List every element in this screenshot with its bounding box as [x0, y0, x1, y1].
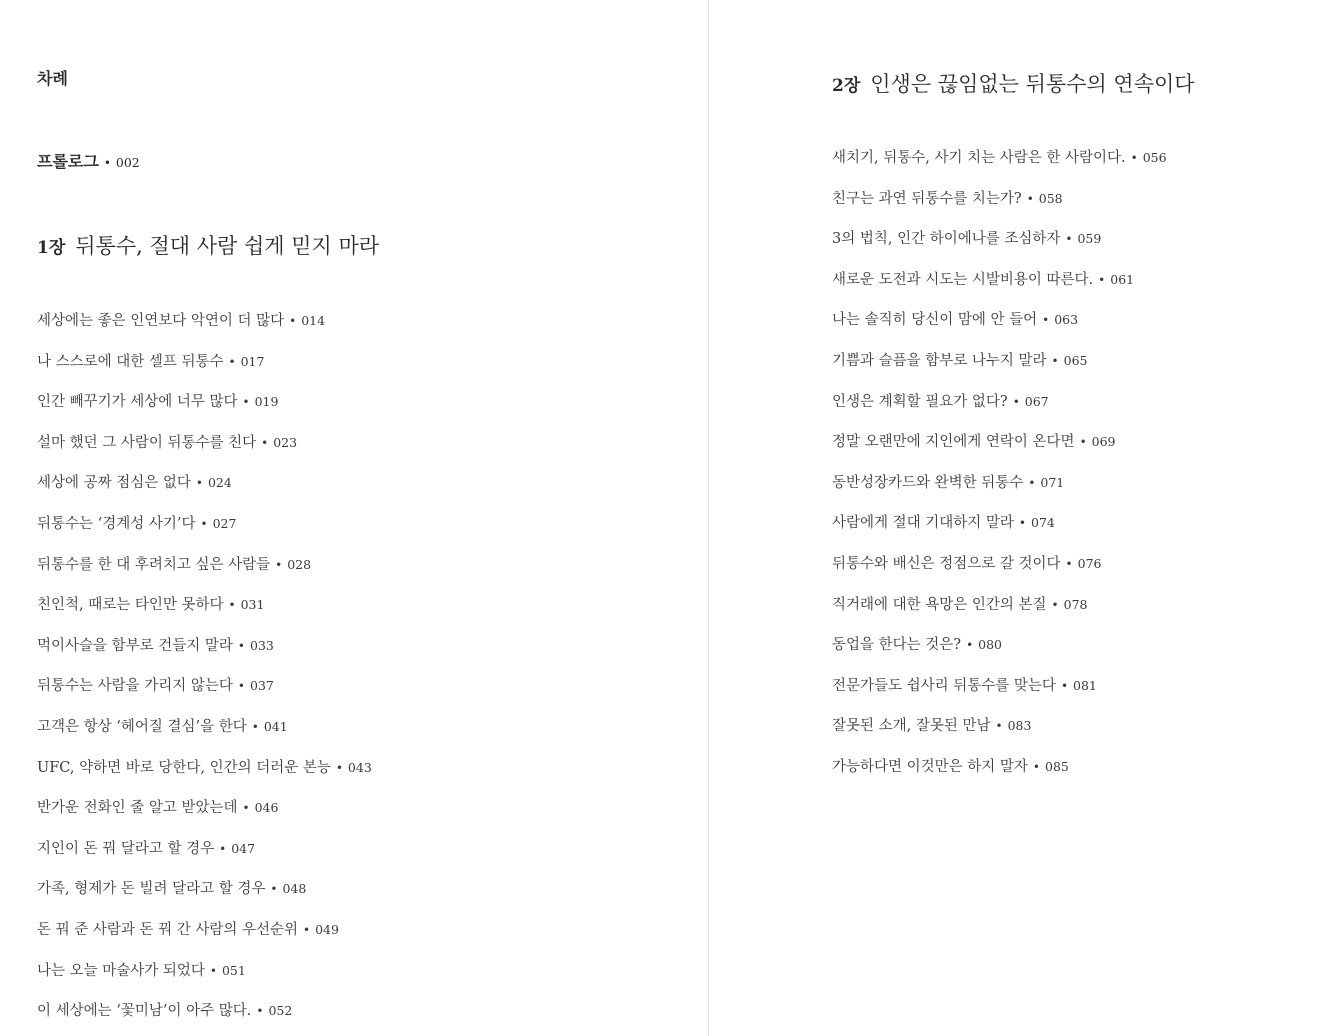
- separator-dot: •: [237, 638, 245, 653]
- toc-entry[interactable]: [832, 219, 1167, 260]
- separator-dot: •: [995, 719, 1003, 734]
- toc-entry-page-number: 014: [301, 313, 326, 328]
- toc-entry-title: 가능하다면 이것만은 하지 말자: [832, 758, 1028, 775]
- toc-entry-title: 새치기, 뒤통수, 사기 치는 사람은 한 사람이다.: [832, 150, 1126, 166]
- toc-heading: 차례: [37, 69, 68, 88]
- separator-dot: •: [1051, 353, 1059, 368]
- prologue-entry[interactable]: [37, 149, 140, 172]
- separator-dot: •: [1098, 272, 1106, 287]
- toc-entry-page-number: 041: [263, 718, 288, 734]
- toc-entry-page-number: 019: [254, 394, 279, 410]
- separator-dot: •: [1051, 597, 1059, 612]
- toc-entry-page-number: 071: [1040, 474, 1065, 490]
- toc-entry-page-number: 048: [282, 881, 307, 897]
- separator-dot: •: [1018, 516, 1026, 531]
- toc-entry[interactable]: [37, 342, 372, 383]
- toc-entry-title: 먹이사슬을 함부로 건들지 말라: [37, 637, 233, 654]
- separator-dot: •: [1065, 556, 1073, 571]
- toc-entry[interactable]: [37, 301, 372, 342]
- toc-entry-title: 반가운 전화인 줄 알고 받았는데: [37, 800, 238, 817]
- toc-entry[interactable]: [832, 341, 1167, 382]
- toc-entry-title: 고객은 항상 ‘헤어질 결심’을 한다: [37, 718, 247, 735]
- toc-entry[interactable]: [37, 829, 372, 870]
- prologue-page-number: 002: [115, 155, 140, 170]
- toc-entry-page-number: 058: [1038, 190, 1063, 206]
- separator-dot: •: [302, 922, 311, 937]
- toc-entry-title: 뒤통수는 ‘경계성 사기’다: [37, 515, 196, 532]
- toc-entry-title: 뒤통수를 한 대 후려치고 싶은 사람들: [37, 556, 271, 573]
- toc-entry-page-number: 052: [268, 1003, 293, 1019]
- separator-dot: •: [256, 1004, 264, 1019]
- chapter-1-entry-list: [37, 301, 372, 1032]
- toc-entry-page-number: 046: [254, 800, 279, 816]
- toc-entry-page-number: 027: [212, 515, 237, 531]
- chapter-2-entry-list: [832, 138, 1167, 788]
- separator-dot: •: [242, 801, 250, 816]
- toc-entry-title: 잘못된 소개, 잘못된 만남: [832, 718, 991, 735]
- toc-entry[interactable]: [832, 382, 1167, 423]
- toc-entry-page-number: 078: [1063, 596, 1088, 612]
- toc-entry-page-number: 063: [1054, 312, 1079, 328]
- toc-entry-page-number: 074: [1031, 515, 1055, 531]
- toc-entry[interactable]: [832, 138, 1167, 179]
- toc-entry-page-number: 033: [250, 637, 274, 653]
- toc-entry-title: 직거래에 대한 욕망은 인간의 본질: [832, 596, 1047, 613]
- toc-entry[interactable]: [832, 544, 1167, 585]
- toc-entry-page-number: 065: [1063, 352, 1088, 368]
- toc-entry[interactable]: [832, 706, 1167, 747]
- separator-dot: •: [1065, 232, 1073, 247]
- toc-entry-title: 친구는 과연 뒤통수를 치는가?: [832, 190, 1022, 207]
- toc-entry-page-number: 083: [1007, 718, 1032, 734]
- separator-dot: •: [1028, 475, 1036, 490]
- toc-entry[interactable]: [37, 585, 372, 626]
- toc-entry-title: 기쁨과 슬픔을 함부로 나누지 말라: [832, 352, 1047, 369]
- toc-entry-title: 새로운 도전과 시도는 시발비용이 따른다.: [832, 271, 1094, 288]
- toc-entry-page-number: 059: [1077, 231, 1102, 247]
- toc-entry-page-number: 076: [1077, 555, 1102, 571]
- separator-dot: •: [195, 476, 203, 491]
- toc-entry-page-number: 028: [287, 556, 312, 572]
- separator-dot: •: [270, 882, 278, 897]
- prologue-label: 프롤로그: [37, 152, 99, 171]
- chapter-1-number: 1장: [37, 238, 66, 258]
- separator-dot: •: [219, 841, 227, 856]
- separator-dot: •: [103, 156, 111, 170]
- separator-dot: •: [335, 760, 343, 775]
- toc-entry-title: 정말 오랜만에 지인에게 연락이 온다면: [832, 434, 1075, 451]
- toc-entry-title: 사람에게 절대 기대하지 말라: [832, 515, 1014, 532]
- toc-entry[interactable]: [832, 260, 1167, 301]
- toc-entry-page-number: 037: [250, 678, 274, 694]
- separator-dot: •: [251, 719, 259, 734]
- chapter-1-title-text: 뒤통수, 절대 사람 쉽게 믿지 마라: [75, 234, 380, 258]
- toc-entry-page-number: 067: [1024, 393, 1049, 409]
- toc-entry[interactable]: [37, 504, 372, 545]
- toc-entry-title: 3의 법칙, 인간 하이에나를 조심하자: [832, 231, 1061, 248]
- separator-dot: •: [275, 557, 283, 572]
- toc-entry[interactable]: [37, 748, 372, 789]
- toc-entry-title: 이 세상에는 ‘꽃미남’이 아주 많다.: [37, 1003, 252, 1020]
- toc-entry[interactable]: [832, 179, 1167, 220]
- toc-entry-title: 지인이 돈 꿔 달라고 할 경우: [37, 840, 215, 857]
- separator-dot: •: [209, 963, 217, 978]
- toc-entry[interactable]: [37, 463, 372, 504]
- toc-entry[interactable]: [37, 423, 372, 464]
- separator-dot: •: [228, 354, 236, 369]
- toc-entry-title: 동반성장카드와 완벽한 뒤통수: [832, 474, 1024, 491]
- toc-entry[interactable]: [37, 869, 372, 910]
- toc-entry-page-number: 024: [207, 475, 232, 491]
- separator-dot: •: [289, 314, 297, 328]
- toc-entry[interactable]: [37, 991, 372, 1032]
- toc-entry-title: UFC, 약하면 바로 당한다, 인간의 더러운 본능: [37, 759, 331, 776]
- toc-entry[interactable]: [37, 788, 372, 829]
- separator-dot: •: [1012, 394, 1020, 409]
- toc-entry-title: 돈 꿔 준 사람과 돈 꿔 간 사람의 우선순위: [37, 921, 298, 938]
- toc-entry-page-number: 069: [1091, 434, 1116, 450]
- toc-entry-page-number: 051: [221, 962, 246, 978]
- toc-entry[interactable]: [37, 707, 372, 748]
- toc-entry-title: 전문가들도 쉽사리 뒤통수를 맞는다: [832, 677, 1056, 694]
- toc-entry-page-number: 085: [1045, 758, 1069, 774]
- toc-entry-title: 뒤통수는 사람을 가리지 않는다: [37, 678, 233, 695]
- chapter-2-title[interactable]: [832, 68, 1195, 98]
- toc-entry[interactable]: [832, 503, 1167, 544]
- toc-entry-title: 나 스스로에 대한 셀프 뒤통수: [37, 353, 224, 370]
- chapter-2-title-text: 인생은 끊임없는 뒤통수의 연속이다: [870, 72, 1195, 96]
- toc-entry[interactable]: [37, 382, 372, 423]
- separator-dot: •: [1026, 191, 1034, 206]
- separator-dot: •: [966, 638, 974, 653]
- toc-entry-page-number: 023: [273, 434, 298, 450]
- toc-entry[interactable]: [832, 422, 1167, 463]
- toc-entry-title: 세상에는 좋은 인연보다 악연이 더 많다: [37, 313, 285, 329]
- toc-entry-title: 설마 했던 그 사람이 뒤통수를 친다: [37, 434, 257, 451]
- toc-entry-title: 나는 오늘 마술사가 되었다: [37, 962, 205, 979]
- toc-entry-page-number: 047: [231, 840, 256, 856]
- toc-entry-page-number: 061: [1110, 271, 1135, 287]
- toc-entry[interactable]: [37, 545, 372, 586]
- toc-entry-page-number: 080: [978, 637, 1002, 653]
- toc-entry-page-number: 081: [1073, 677, 1097, 693]
- toc-entry-title: 인생은 계획할 필요가 없다?: [832, 393, 1008, 410]
- separator-dot: •: [237, 679, 245, 694]
- chapter-2-number: 2장: [832, 76, 861, 96]
- toc-entry[interactable]: [832, 666, 1167, 707]
- toc-entry-title: 가족, 형제가 돈 빌려 달라고 할 경우: [37, 881, 266, 898]
- toc-entry-title: 친인척, 때로는 타인만 못하다: [37, 597, 224, 614]
- toc-entry[interactable]: [832, 585, 1167, 626]
- toc-entry-title: 나는 솔직히 당신이 맘에 안 들어: [832, 312, 1038, 329]
- toc-entry-title: 동업을 한다는 것은?: [832, 637, 962, 654]
- separator-dot: •: [1079, 435, 1087, 450]
- toc-entry[interactable]: [37, 666, 372, 707]
- separator-dot: •: [1130, 151, 1138, 165]
- toc-entry[interactable]: [832, 625, 1167, 666]
- toc-entry-page-number: 056: [1142, 150, 1167, 165]
- separator-dot: •: [1042, 313, 1050, 328]
- toc-entry-page-number: 031: [240, 597, 265, 613]
- separator-dot: •: [1032, 759, 1040, 774]
- chapter-1-title[interactable]: [37, 230, 379, 260]
- separator-dot: •: [200, 516, 208, 531]
- separator-dot: •: [228, 598, 236, 613]
- separator-dot: •: [1060, 678, 1069, 693]
- toc-entry[interactable]: [832, 300, 1167, 341]
- toc-entry-title: 인간 빼꾸기가 세상에 너무 많다: [37, 394, 238, 411]
- toc-entry-page-number: 017: [240, 353, 265, 369]
- toc-entry[interactable]: [37, 910, 372, 951]
- separator-dot: •: [242, 395, 250, 410]
- separator-dot: •: [261, 435, 269, 450]
- toc-entry[interactable]: [832, 747, 1167, 788]
- toc-entry-title: 뒤통수와 배신은 정점으로 갈 것이다: [832, 555, 1061, 572]
- toc-entry-page-number: 049: [315, 921, 339, 937]
- toc-entry-title: 세상에 공짜 점심은 없다: [37, 475, 191, 492]
- toc-entry[interactable]: [37, 951, 372, 992]
- toc-entry-page-number: 043: [347, 759, 372, 775]
- toc-entry[interactable]: [37, 626, 372, 667]
- toc-entry[interactable]: [832, 463, 1167, 504]
